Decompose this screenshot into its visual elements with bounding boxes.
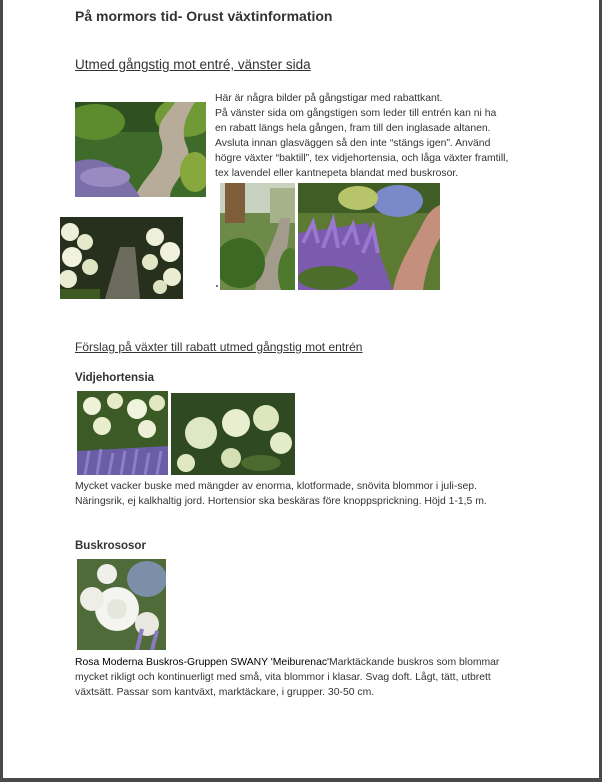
description-line: Mycket vacker buske med mängder av enorma, klotformade, snövita blommor i juli-sep.	[75, 481, 477, 492]
page-title: På mormors tid- Orust växtinformation	[75, 8, 333, 24]
photo-brick-path-salvia	[298, 183, 440, 290]
intro-line: högre växter “baktill”, tex vidjehortensia, och låga växter framtill,	[215, 153, 509, 164]
document-page	[3, 0, 599, 778]
section-heading-path: Utmed gångstig mot entré, vänster sida	[75, 57, 311, 72]
intro-paragraph	[215, 91, 508, 181]
intro-line: På vänster sida om gångstigen som leder till entrén kan ni ha	[215, 108, 497, 119]
stray-dot	[216, 285, 218, 287]
intro-line: Avsluta innan glasväggen så den inte “stängs igen”. Använd	[215, 138, 491, 149]
description-line: mycket rikligt och kontinuerligt med små, vita blommor i klasar. Svag doft. Lågt, tätt, utbrett	[75, 672, 491, 683]
photo-white-roses	[77, 559, 166, 650]
intro-line: tex lavendel eller kantnepeta blandat med buskrosor.	[215, 168, 459, 179]
plant-name-buskrosor: Buskrososor	[75, 540, 146, 552]
description-text: Marktäckande buskros som blommar	[329, 657, 500, 668]
intro-line: en rabatt längs hela gången, fram till den inglasade altanen.	[215, 123, 491, 134]
buskrosor-description	[75, 655, 545, 700]
photo-hydrangea-path	[60, 217, 183, 299]
description-line	[75, 655, 545, 670]
section-heading-suggestions: Förslag på växter till rabatt utmed gångstig mot entrén	[75, 340, 363, 354]
description-line: Näringsrik, ej kalkhaltig jord. Hortensior ska beskäras före knoppsprickning. Höjd 1-1,5 m.	[75, 496, 487, 507]
plant-name-vidjehortensia: Vidjehortensia	[75, 372, 155, 384]
photo-stone-path	[75, 102, 206, 197]
intro-line: Här är några bilder på gångstigar med rabattkant.	[215, 93, 443, 104]
vidjehortensia-description	[75, 479, 487, 509]
photo-hydrangea-lavender	[77, 391, 168, 475]
rose-variety-name: Rosa Moderna Buskros-Gruppen SWANY 'Meiburenac'	[75, 657, 330, 668]
description-line: växtsätt. Passar som kantväxt, marktäckare, i grupper. 30-50 cm.	[75, 687, 375, 698]
photo-hydrangea-closeup	[171, 393, 295, 475]
photo-flagstone-path	[220, 183, 295, 290]
